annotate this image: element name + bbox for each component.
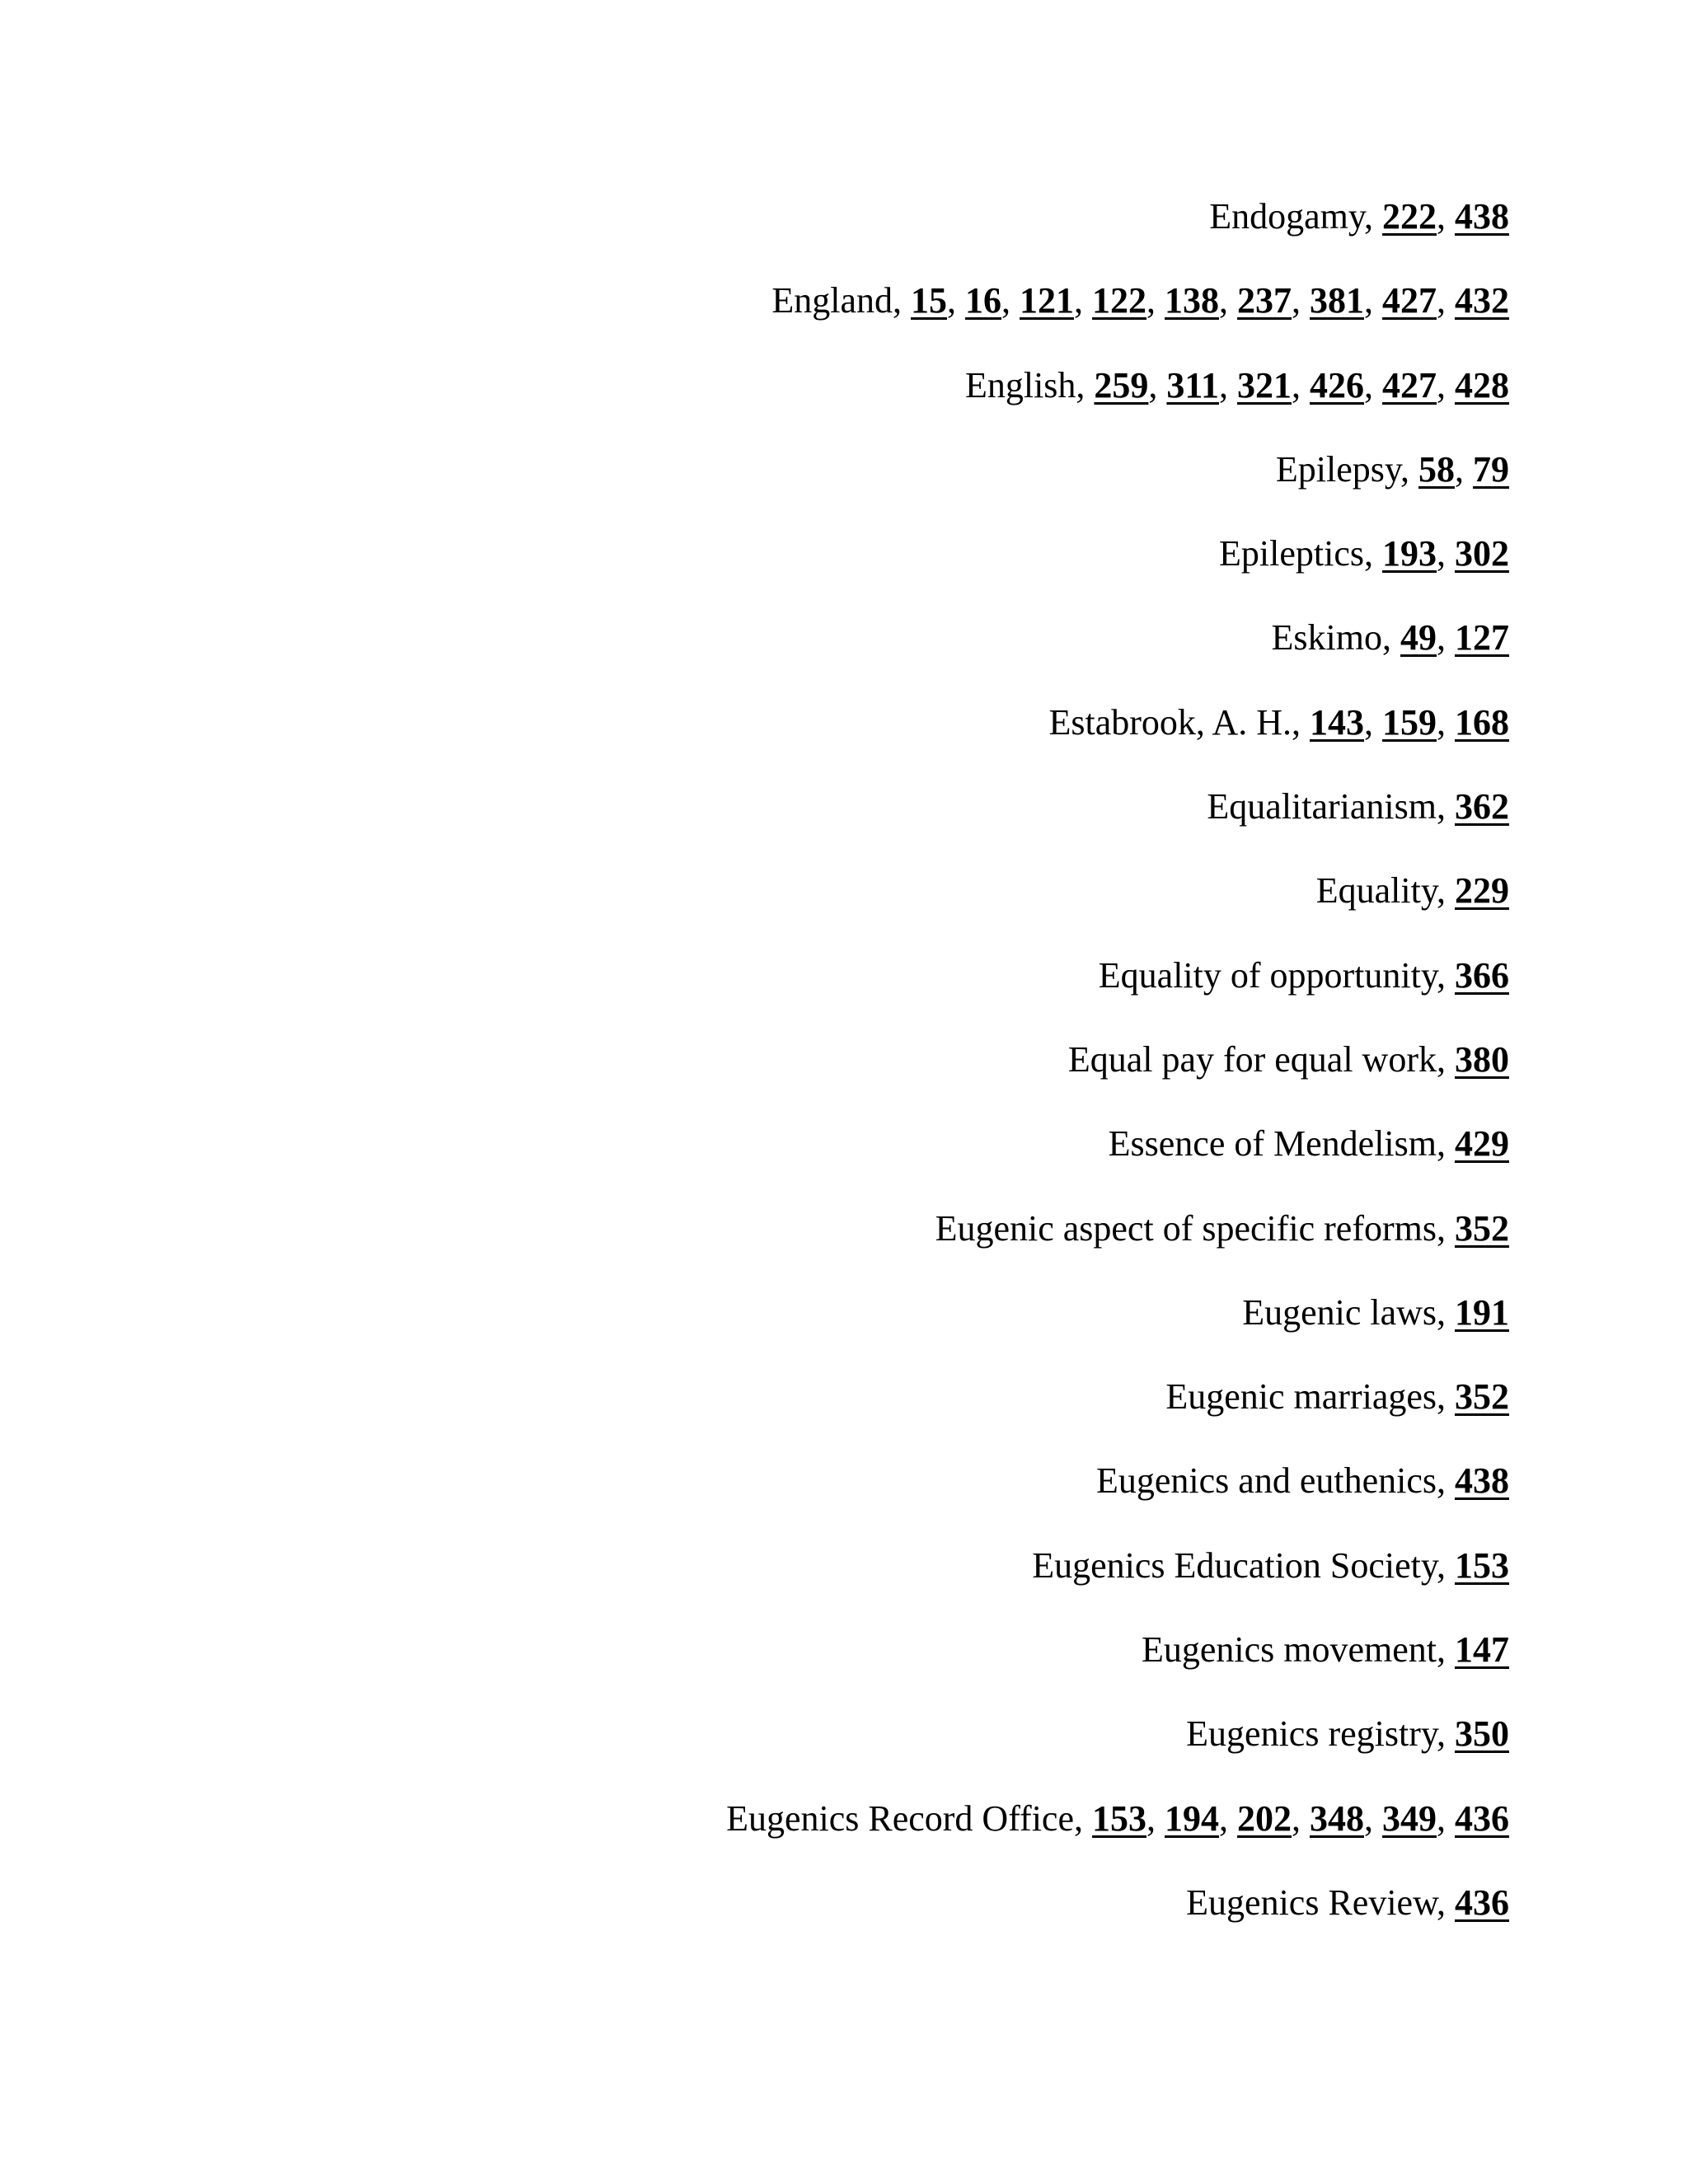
- index-entry: Eugenic laws, 191: [1242, 1291, 1509, 1333]
- index-term: Eugenic marriages: [1165, 1376, 1437, 1418]
- page-reference-link[interactable]: 49: [1400, 617, 1437, 658]
- index-entry: Equality of opportunity, 366: [1098, 954, 1509, 996]
- page-reference-link[interactable]: 302: [1455, 533, 1509, 574]
- index-entry: Equality, 229: [1315, 870, 1509, 912]
- page-reference-link[interactable]: 427: [1382, 364, 1437, 405]
- page-reference-link[interactable]: 122: [1092, 280, 1146, 321]
- page-reference-link[interactable]: 194: [1165, 1797, 1219, 1839]
- page-reference-link[interactable]: 147: [1455, 1629, 1509, 1671]
- page-reference-link[interactable]: 259: [1094, 364, 1149, 405]
- index-entry: Eugenic aspect of specific reforms, 352: [935, 1207, 1509, 1249]
- index-entry: England, 15, 16, 121, 122, 138, 237, 381, 427, 432: [771, 280, 1509, 321]
- index-term: Epilepsy: [1275, 448, 1400, 490]
- index-entry: Equal pay for equal work, 380: [1067, 1038, 1509, 1080]
- page-reference-link[interactable]: 348: [1310, 1797, 1364, 1839]
- page-reference-link[interactable]: 426: [1310, 364, 1364, 405]
- page-reference-link[interactable]: 153: [1092, 1797, 1146, 1839]
- index-entry: Eugenics movement, 147: [1141, 1629, 1509, 1671]
- index-term: Eugenics and euthenics: [1096, 1460, 1437, 1502]
- index-term: Equality of opportunity: [1098, 954, 1437, 996]
- index-term: England: [771, 280, 893, 321]
- page-reference-link[interactable]: 429: [1455, 1123, 1509, 1165]
- page-reference-link[interactable]: 436: [1455, 1882, 1509, 1923]
- index-entry: Eugenics Review, 436: [1186, 1882, 1509, 1923]
- page-reference-link[interactable]: 15: [911, 280, 947, 321]
- page-reference-link[interactable]: 380: [1455, 1038, 1509, 1080]
- index-term: Eskimo: [1271, 617, 1382, 658]
- index-term: Eugenics Review: [1186, 1882, 1437, 1923]
- index-entry: Epileptics, 193, 302: [1219, 533, 1509, 574]
- page-reference-link[interactable]: 311: [1166, 364, 1219, 405]
- index-entry: Eugenics Record Office, 153, 194, 202, 348, 349, 436: [726, 1797, 1509, 1839]
- index-entry: Eugenic marriages, 352: [1165, 1376, 1509, 1418]
- page-reference-link[interactable]: 381: [1310, 280, 1364, 321]
- index-entry: Epilepsy, 58, 79: [1275, 448, 1509, 490]
- index-entry: Essence of Mendelism, 429: [1108, 1123, 1509, 1165]
- index-entry: Equalitarianism, 362: [1207, 786, 1509, 827]
- index-entry: Eugenics Education Society, 153: [1032, 1544, 1509, 1586]
- page-reference-link[interactable]: 127: [1455, 617, 1509, 658]
- index-term: Eugenics Education Society: [1032, 1544, 1437, 1586]
- page-reference-link[interactable]: 438: [1455, 1460, 1509, 1502]
- page-reference-link[interactable]: 229: [1455, 870, 1509, 912]
- index-entry: Estabrook, A. H., 143, 159, 168: [1048, 701, 1509, 743]
- page-reference-link[interactable]: 143: [1310, 701, 1364, 743]
- index-term: Eugenic laws: [1242, 1291, 1437, 1333]
- page-reference-link[interactable]: 159: [1382, 701, 1437, 743]
- index-term: Eugenics Record Office: [726, 1797, 1074, 1839]
- index-term: Eugenic aspect of specific reforms: [935, 1207, 1437, 1249]
- index-entry: Eugenics and euthenics, 438: [1096, 1460, 1509, 1502]
- index-term: Equal pay for equal work: [1067, 1038, 1437, 1080]
- index-entry: Eugenics registry, 350: [1186, 1713, 1509, 1755]
- index-term: Eugenics movement: [1141, 1629, 1437, 1671]
- page-reference-link[interactable]: 428: [1455, 364, 1509, 405]
- page-reference-link[interactable]: 349: [1382, 1797, 1437, 1839]
- page-reference-link[interactable]: 352: [1455, 1376, 1509, 1418]
- index-term: Equalitarianism: [1207, 786, 1437, 827]
- page-reference-link[interactable]: 366: [1455, 954, 1509, 996]
- page-reference-link[interactable]: 58: [1418, 448, 1455, 490]
- index-term: Eugenics registry: [1186, 1713, 1437, 1755]
- page-reference-link[interactable]: 191: [1455, 1291, 1509, 1333]
- index-entry: English, 259, 311, 321, 426, 427, 428: [964, 364, 1509, 405]
- page-reference-link[interactable]: 153: [1455, 1544, 1509, 1586]
- page-reference-link[interactable]: 121: [1020, 280, 1074, 321]
- page-reference-link[interactable]: 168: [1455, 701, 1509, 743]
- page-reference-link[interactable]: 321: [1237, 364, 1292, 405]
- index-term: Equality: [1315, 870, 1437, 912]
- page-reference-link[interactable]: 237: [1237, 280, 1292, 321]
- page-reference-link[interactable]: 222: [1382, 196, 1437, 237]
- index-entry: Eskimo, 49, 127: [1271, 617, 1509, 658]
- page-reference-link[interactable]: 352: [1455, 1207, 1509, 1249]
- index-term: English: [964, 364, 1076, 405]
- index-term: Epileptics: [1219, 533, 1364, 574]
- page-reference-link[interactable]: 362: [1455, 786, 1509, 827]
- page-reference-link[interactable]: 438: [1455, 196, 1509, 237]
- page-reference-link[interactable]: 79: [1473, 448, 1509, 490]
- page-reference-link[interactable]: 436: [1455, 1797, 1509, 1839]
- index-term: Endogamy: [1209, 196, 1364, 237]
- index-list: [273, 188, 1509, 1958]
- index-term: Essence of Mendelism: [1108, 1123, 1437, 1165]
- page-reference-link[interactable]: 202: [1237, 1797, 1292, 1839]
- page-reference-link[interactable]: 193: [1382, 533, 1437, 574]
- page-reference-link[interactable]: 427: [1382, 280, 1437, 321]
- index-entry: Endogamy, 222, 438: [1209, 196, 1509, 237]
- page-reference-link[interactable]: 350: [1455, 1713, 1509, 1755]
- page-reference-link[interactable]: 432: [1455, 280, 1509, 321]
- page-reference-link[interactable]: 16: [965, 280, 1001, 321]
- page-reference-link[interactable]: 138: [1165, 280, 1219, 321]
- index-term: Estabrook, A. H.: [1048, 701, 1292, 743]
